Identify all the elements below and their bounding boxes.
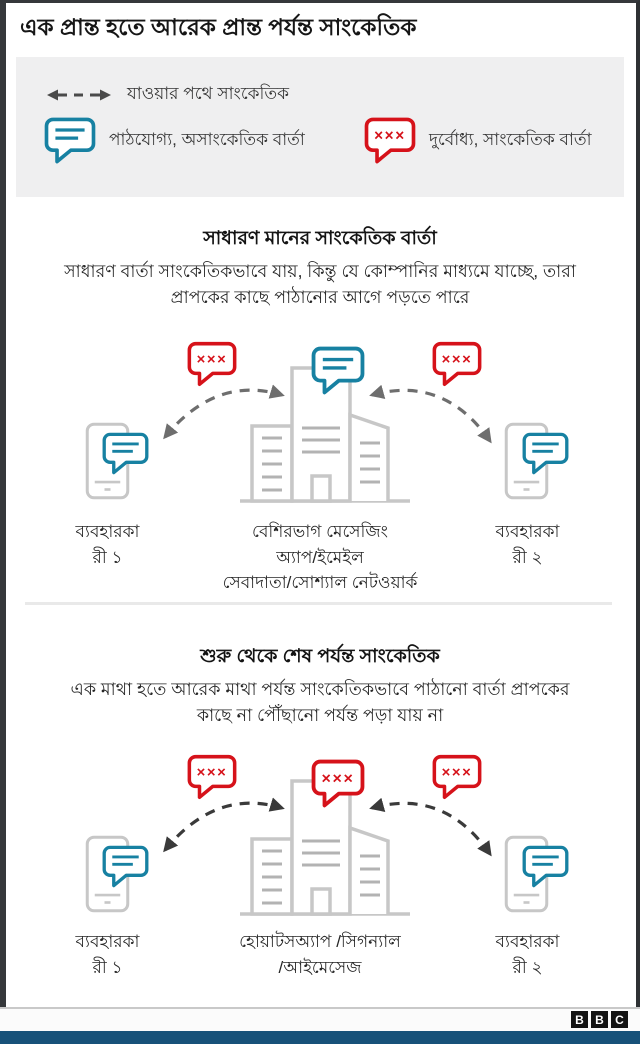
user2-label: ব্যবহারকা রী ২ — [495, 522, 560, 567]
provider-label: বেশিরভাগ মেসেজিং অ্যাপ/ইমেইল সেবাদাতা/সোশ্যাল নেটওয়ার্ক — [222, 522, 418, 592]
user1-label: ব্যবহারকা রী ১ — [75, 932, 140, 977]
encrypted-message-bubble-icon — [189, 344, 234, 385]
legend-box — [16, 57, 624, 197]
section-1-description: সাধারণ বার্তা সাংকেতিকভাবে যায়, কিন্তু যে কোম্পানির মাধ্যমে যাচ্ছে, তারা প্রাপকের কাছে পাঠানোর আগে পড়তে পারে — [64, 261, 576, 308]
user1-label: ব্যবহারকা রী ১ — [75, 522, 140, 567]
user2-label: ব্যবহারকা রী ২ — [495, 932, 560, 977]
diagram-standard-encryption — [20, 333, 620, 515]
legend-item-transit — [46, 81, 289, 109]
encrypted-message-bubble-icon — [434, 344, 479, 385]
apps-label: হোয়াটসঅ্যাপ /সিগন্যাল /আইমেসেজ — [239, 932, 401, 977]
encrypted-message-bubble-icon — [434, 757, 479, 798]
transit-arrows-icon — [46, 86, 112, 104]
section-divider — [25, 602, 612, 605]
bbc-logo — [571, 1011, 628, 1028]
page-title: এক প্রান্ত হতে আরেক প্রান্ত পর্যন্ত সাংকেতিক — [20, 14, 417, 40]
legend-readable-label: পাঠযোগ্য, অসাংকেতিক বার্তা — [109, 129, 305, 149]
diagram-end-to-end-encryption — [20, 746, 620, 928]
building-door — [312, 476, 330, 501]
legend-transit-label: যাওয়ার পথে সাংকেতিক — [127, 84, 290, 103]
legend-item-encrypted — [364, 117, 592, 164]
encrypted-message-bubble-icon — [364, 117, 416, 164]
legend-encrypted-label: দুর্বোধ্য, সাংকেতিক বার্তা — [429, 129, 592, 149]
bbc-logo-block: C — [611, 1011, 628, 1028]
encrypted-message-bubble-icon — [189, 757, 234, 798]
footer — [0, 1009, 640, 1031]
section-1-heading: সাধারণ মানের সাংকেতিক বার্তা — [203, 228, 437, 249]
readable-message-bubble-icon — [44, 117, 96, 164]
bottom-bar — [0, 1031, 640, 1044]
section-2-description: এক মাথা হতে আরেক মাথা পর্যন্ত সাংকেতিকভাবে পাঠানো বার্তা প্রাপকের কাছে না পৌঁছানো পর্যন্ত পড়া যায় না — [70, 679, 570, 726]
bbc-logo-block: B — [591, 1011, 608, 1028]
bbc-logo-block: B — [571, 1011, 588, 1028]
section-2-heading: শুরু থেকে শেষ পর্যন্ত সাংকেতিক — [200, 646, 440, 667]
building-door — [312, 889, 330, 914]
legend-item-readable — [44, 117, 305, 164]
